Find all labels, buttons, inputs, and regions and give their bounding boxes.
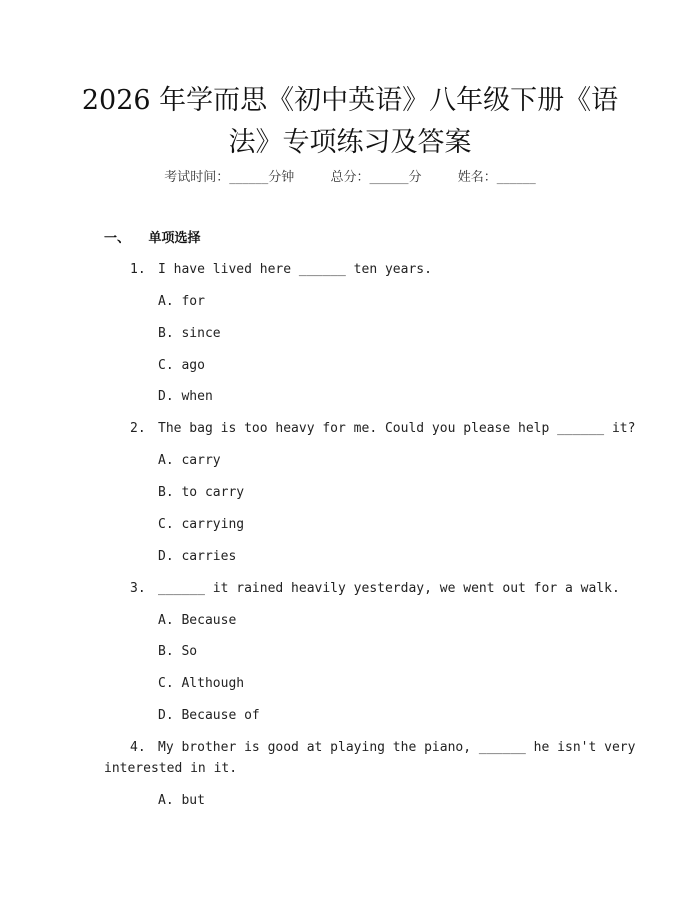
option-2b: B. to carry bbox=[158, 485, 245, 500]
option-2d: D. carries bbox=[158, 549, 237, 564]
option-3b: B. So bbox=[158, 644, 198, 659]
student-name: 姓名：______ bbox=[457, 170, 536, 185]
option-1a: A. for bbox=[158, 294, 205, 309]
question-text: My brother is good at playing the piano, ______ he isn't very bbox=[158, 740, 636, 755]
option-1b: B. since bbox=[158, 326, 221, 341]
question-text: The bag is too heavy for me. Could you please help ______ it? bbox=[158, 421, 636, 436]
option-3a: A. Because bbox=[158, 613, 237, 628]
question-text: I have lived here ______ ten years. bbox=[158, 262, 432, 277]
exam-score: 总分：______分 bbox=[330, 170, 422, 185]
option-2a: A. carry bbox=[158, 453, 221, 468]
section-number: 一、 bbox=[104, 231, 131, 246]
section-heading bbox=[104, 227, 201, 246]
document-title bbox=[60, 80, 640, 164]
question-number: 2. bbox=[130, 421, 146, 436]
title-line-1: 2026 年学而思《初中英语》八年级下册《语 bbox=[81, 85, 619, 116]
option-1d: D. when bbox=[158, 389, 213, 404]
question-number: 1. bbox=[130, 262, 146, 277]
option-3c: C. Although bbox=[158, 676, 245, 691]
exam-time: 考试时间：______分钟 bbox=[164, 170, 295, 185]
option-1c: C. ago bbox=[158, 358, 205, 373]
question-number: 3. bbox=[130, 581, 146, 596]
question-text: ______ it rained heavily yesterday, we went out for a walk. bbox=[158, 581, 620, 596]
title-line-2: 法》专项练习及答案 bbox=[228, 127, 472, 158]
exam-meta bbox=[0, 166, 700, 185]
option-3d: D. Because of bbox=[158, 708, 260, 723]
question-number: 4. bbox=[130, 740, 146, 755]
section-title: 单项选择 bbox=[148, 231, 201, 246]
option-2c: C. carrying bbox=[158, 517, 245, 532]
option-4a: A. but bbox=[158, 793, 205, 808]
question-4-continuation: interested in it. bbox=[104, 761, 238, 776]
